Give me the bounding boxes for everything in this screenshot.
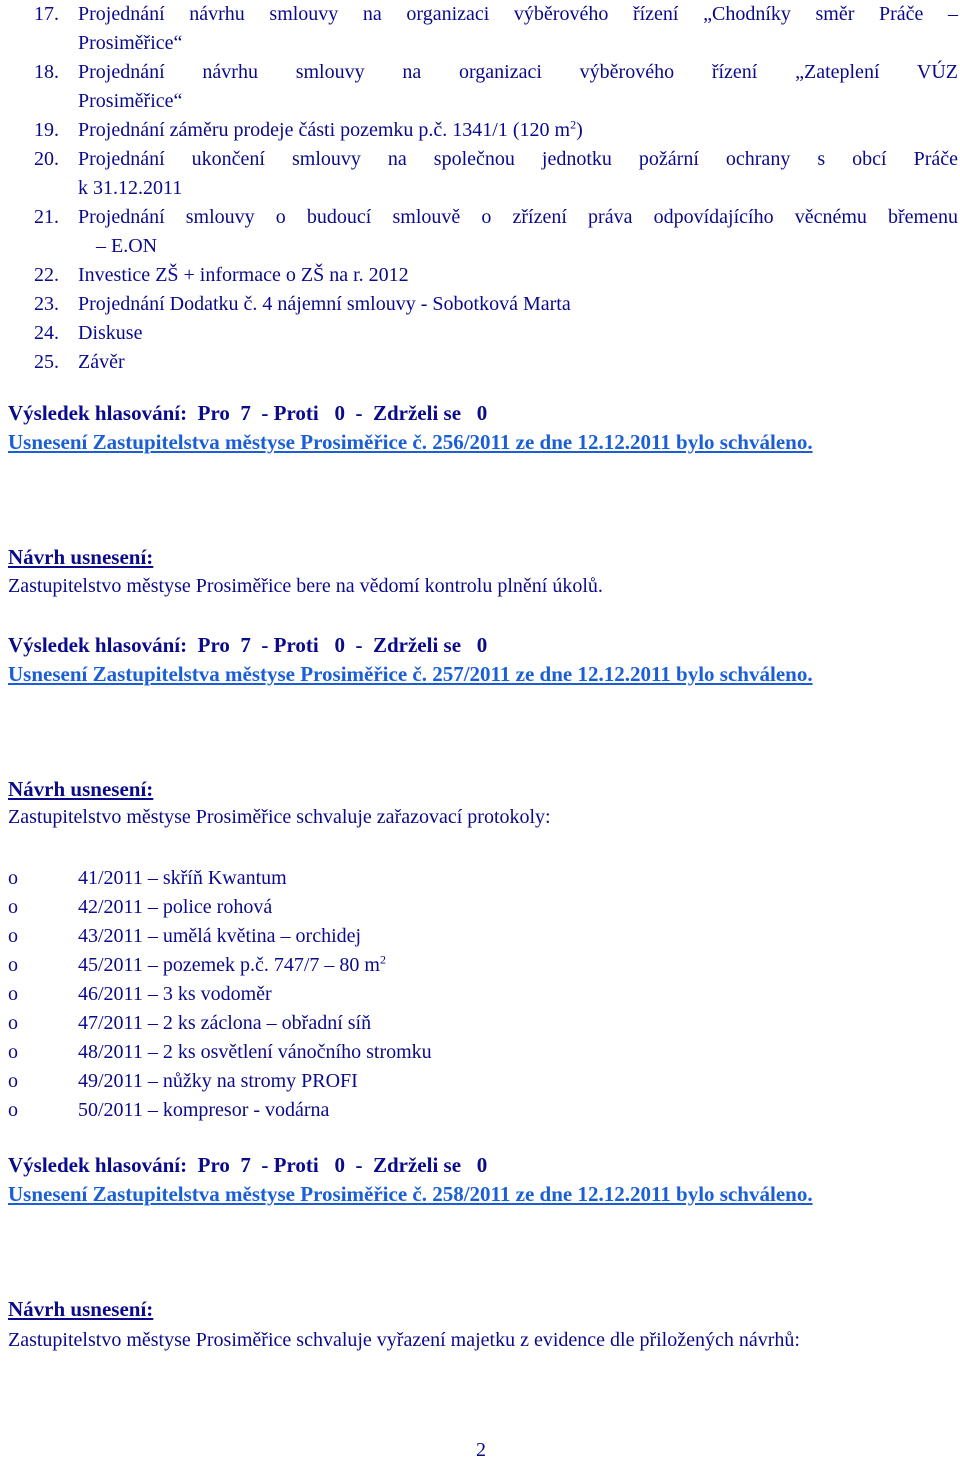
- list-bullet: o: [8, 896, 18, 918]
- list-bullet: o: [8, 1070, 18, 1092]
- agenda-item: [8, 261, 958, 290]
- list-bullet: o: [8, 925, 18, 947]
- list-bullet: o: [8, 954, 18, 976]
- list-bullet: o: [8, 867, 18, 889]
- agenda-item-number: 18.: [34, 61, 59, 83]
- agenda-list: [8, 0, 958, 377]
- protocol-item: [8, 922, 432, 951]
- agenda-item-number: 21.: [34, 206, 59, 228]
- protocol-item-text: 42/2011 – police rohová: [78, 896, 273, 918]
- resolution-approved: Usnesení Zastupitelstva městyse Prosiměřice č. 257/2011 ze dne 12.12.2011 bylo schváleno.: [8, 662, 813, 686]
- resolution-approved: Usnesení Zastupitelstva městyse Prosiměřice č. 258/2011 ze dne 12.12.2011 bylo schváleno.: [8, 1182, 813, 1206]
- protocol-item: [8, 980, 432, 1009]
- list-bullet: o: [8, 1012, 18, 1034]
- agenda-item-text: Diskuse: [78, 322, 143, 344]
- vote-result: Výsledek hlasování: Pro 7 - Proti 0 - Zdrželi se 0: [8, 633, 488, 657]
- protocol-list: [8, 864, 432, 1125]
- proposal-text: Zastupitelstvo městyse Prosiměřice schvaluje zařazovací protokoly:: [8, 806, 551, 828]
- agenda-item-number: 20.: [34, 148, 59, 170]
- list-bullet: o: [8, 1041, 18, 1063]
- agenda-item-number: 25.: [34, 351, 59, 373]
- agenda-item-continuation: Prosiměřice“: [78, 90, 183, 112]
- agenda-item-number: 19.: [34, 119, 59, 141]
- proposal-label: Návrh usnesení:: [8, 1297, 154, 1321]
- agenda-item: [8, 319, 958, 348]
- resolution-approved: Usnesení Zastupitelstva městyse Prosiměřice č. 256/2011 ze dne 12.12.2011 bylo schváleno.: [8, 430, 813, 454]
- agenda-item: [8, 116, 958, 145]
- agenda-item-text: Projednání smlouvy o budoucí smlouvě o zřízení práva odpovídajícího věcnému břemenu: [78, 206, 958, 228]
- agenda-item-number: 24.: [34, 322, 59, 344]
- agenda-item-number: 17.: [34, 3, 59, 25]
- vote-result: Výsledek hlasování: Pro 7 - Proti 0 - Zdrželi se 0: [8, 401, 488, 425]
- superscript: 2: [570, 117, 577, 132]
- protocol-item: [8, 1009, 432, 1038]
- agenda-item-number: 22.: [34, 264, 59, 286]
- agenda-item-text: Projednání ukončení smlouvy na společnou jednotku požární ochrany s obcí Práče: [78, 148, 958, 170]
- agenda-item-text: Projednání návrhu smlouvy na organizaci výběrového řízení „Zateplení VÚZ: [78, 61, 958, 83]
- agenda-item: [8, 290, 958, 319]
- agenda-item-text: Projednání záměru prodeje části pozemku p.č. 1341/1 (120 m: [78, 119, 571, 141]
- protocol-item-text: 43/2011 – umělá květina – orchidej: [78, 925, 362, 947]
- agenda-item-number: 23.: [34, 293, 59, 315]
- agenda-item-text-end: ): [576, 119, 583, 141]
- protocol-item-text: 45/2011 – pozemek p.č. 747/7 – 80 m: [78, 954, 380, 976]
- page-number: 2: [476, 1439, 486, 1461]
- agenda-item-continuation: Prosiměřice“: [78, 32, 183, 54]
- protocol-item: [8, 864, 432, 893]
- protocol-item-text: 50/2011 – kompresor - vodárna: [78, 1099, 330, 1121]
- agenda-item: [8, 145, 958, 203]
- agenda-item-text: Závěr: [78, 351, 125, 373]
- protocol-item: [8, 1067, 432, 1096]
- agenda-item-text: Projednání Dodatku č. 4 nájemní smlouvy - Sobotková Marta: [78, 293, 571, 315]
- list-bullet: o: [8, 1099, 18, 1121]
- protocol-item-text: 41/2011 – skříň Kwantum: [78, 867, 287, 889]
- agenda-item-text: Projednání návrhu smlouvy na organizaci výběrového řízení „Chodníky směr Práče –: [78, 3, 958, 25]
- protocol-item-text: 47/2011 – 2 ks záclona – obřadní síň: [78, 1012, 372, 1034]
- protocol-item: [8, 1038, 432, 1067]
- proposal-text: Zastupitelstvo městyse Prosiměřice bere na vědomí kontrolu plnění úkolů.: [8, 575, 603, 597]
- agenda-item-continuation: k 31.12.2011: [78, 177, 183, 199]
- agenda-item: [8, 203, 958, 261]
- protocol-item-text: 48/2011 – 2 ks osvětlení vánočního stromku: [78, 1041, 432, 1063]
- agenda-item: [8, 58, 958, 116]
- protocol-item: [8, 951, 432, 980]
- protocol-item-text: 46/2011 – 3 ks vodoměr: [78, 983, 272, 1005]
- vote-result: Výsledek hlasování: Pro 7 - Proti 0 - Zdrželi se 0: [8, 1153, 488, 1177]
- agenda-item-continuation: – E.ON: [96, 235, 158, 257]
- proposal-text: Zastupitelstvo městyse Prosiměřice schvaluje vyřazení majetku z evidence dle přiložených návrhů:: [8, 1329, 800, 1351]
- protocol-item-text: 49/2011 – nůžky na stromy PROFI: [78, 1070, 358, 1092]
- protocol-item: [8, 893, 432, 922]
- proposal-label: Návrh usnesení:: [8, 777, 154, 801]
- agenda-item-text: Investice ZŠ + informace o ZŠ na r. 2012: [78, 264, 409, 286]
- agenda-item: [8, 348, 958, 377]
- protocol-item: [8, 1096, 432, 1125]
- proposal-label: Návrh usnesení:: [8, 545, 154, 569]
- list-bullet: o: [8, 983, 18, 1005]
- agenda-item: [8, 0, 958, 58]
- superscript: 2: [380, 952, 386, 967]
